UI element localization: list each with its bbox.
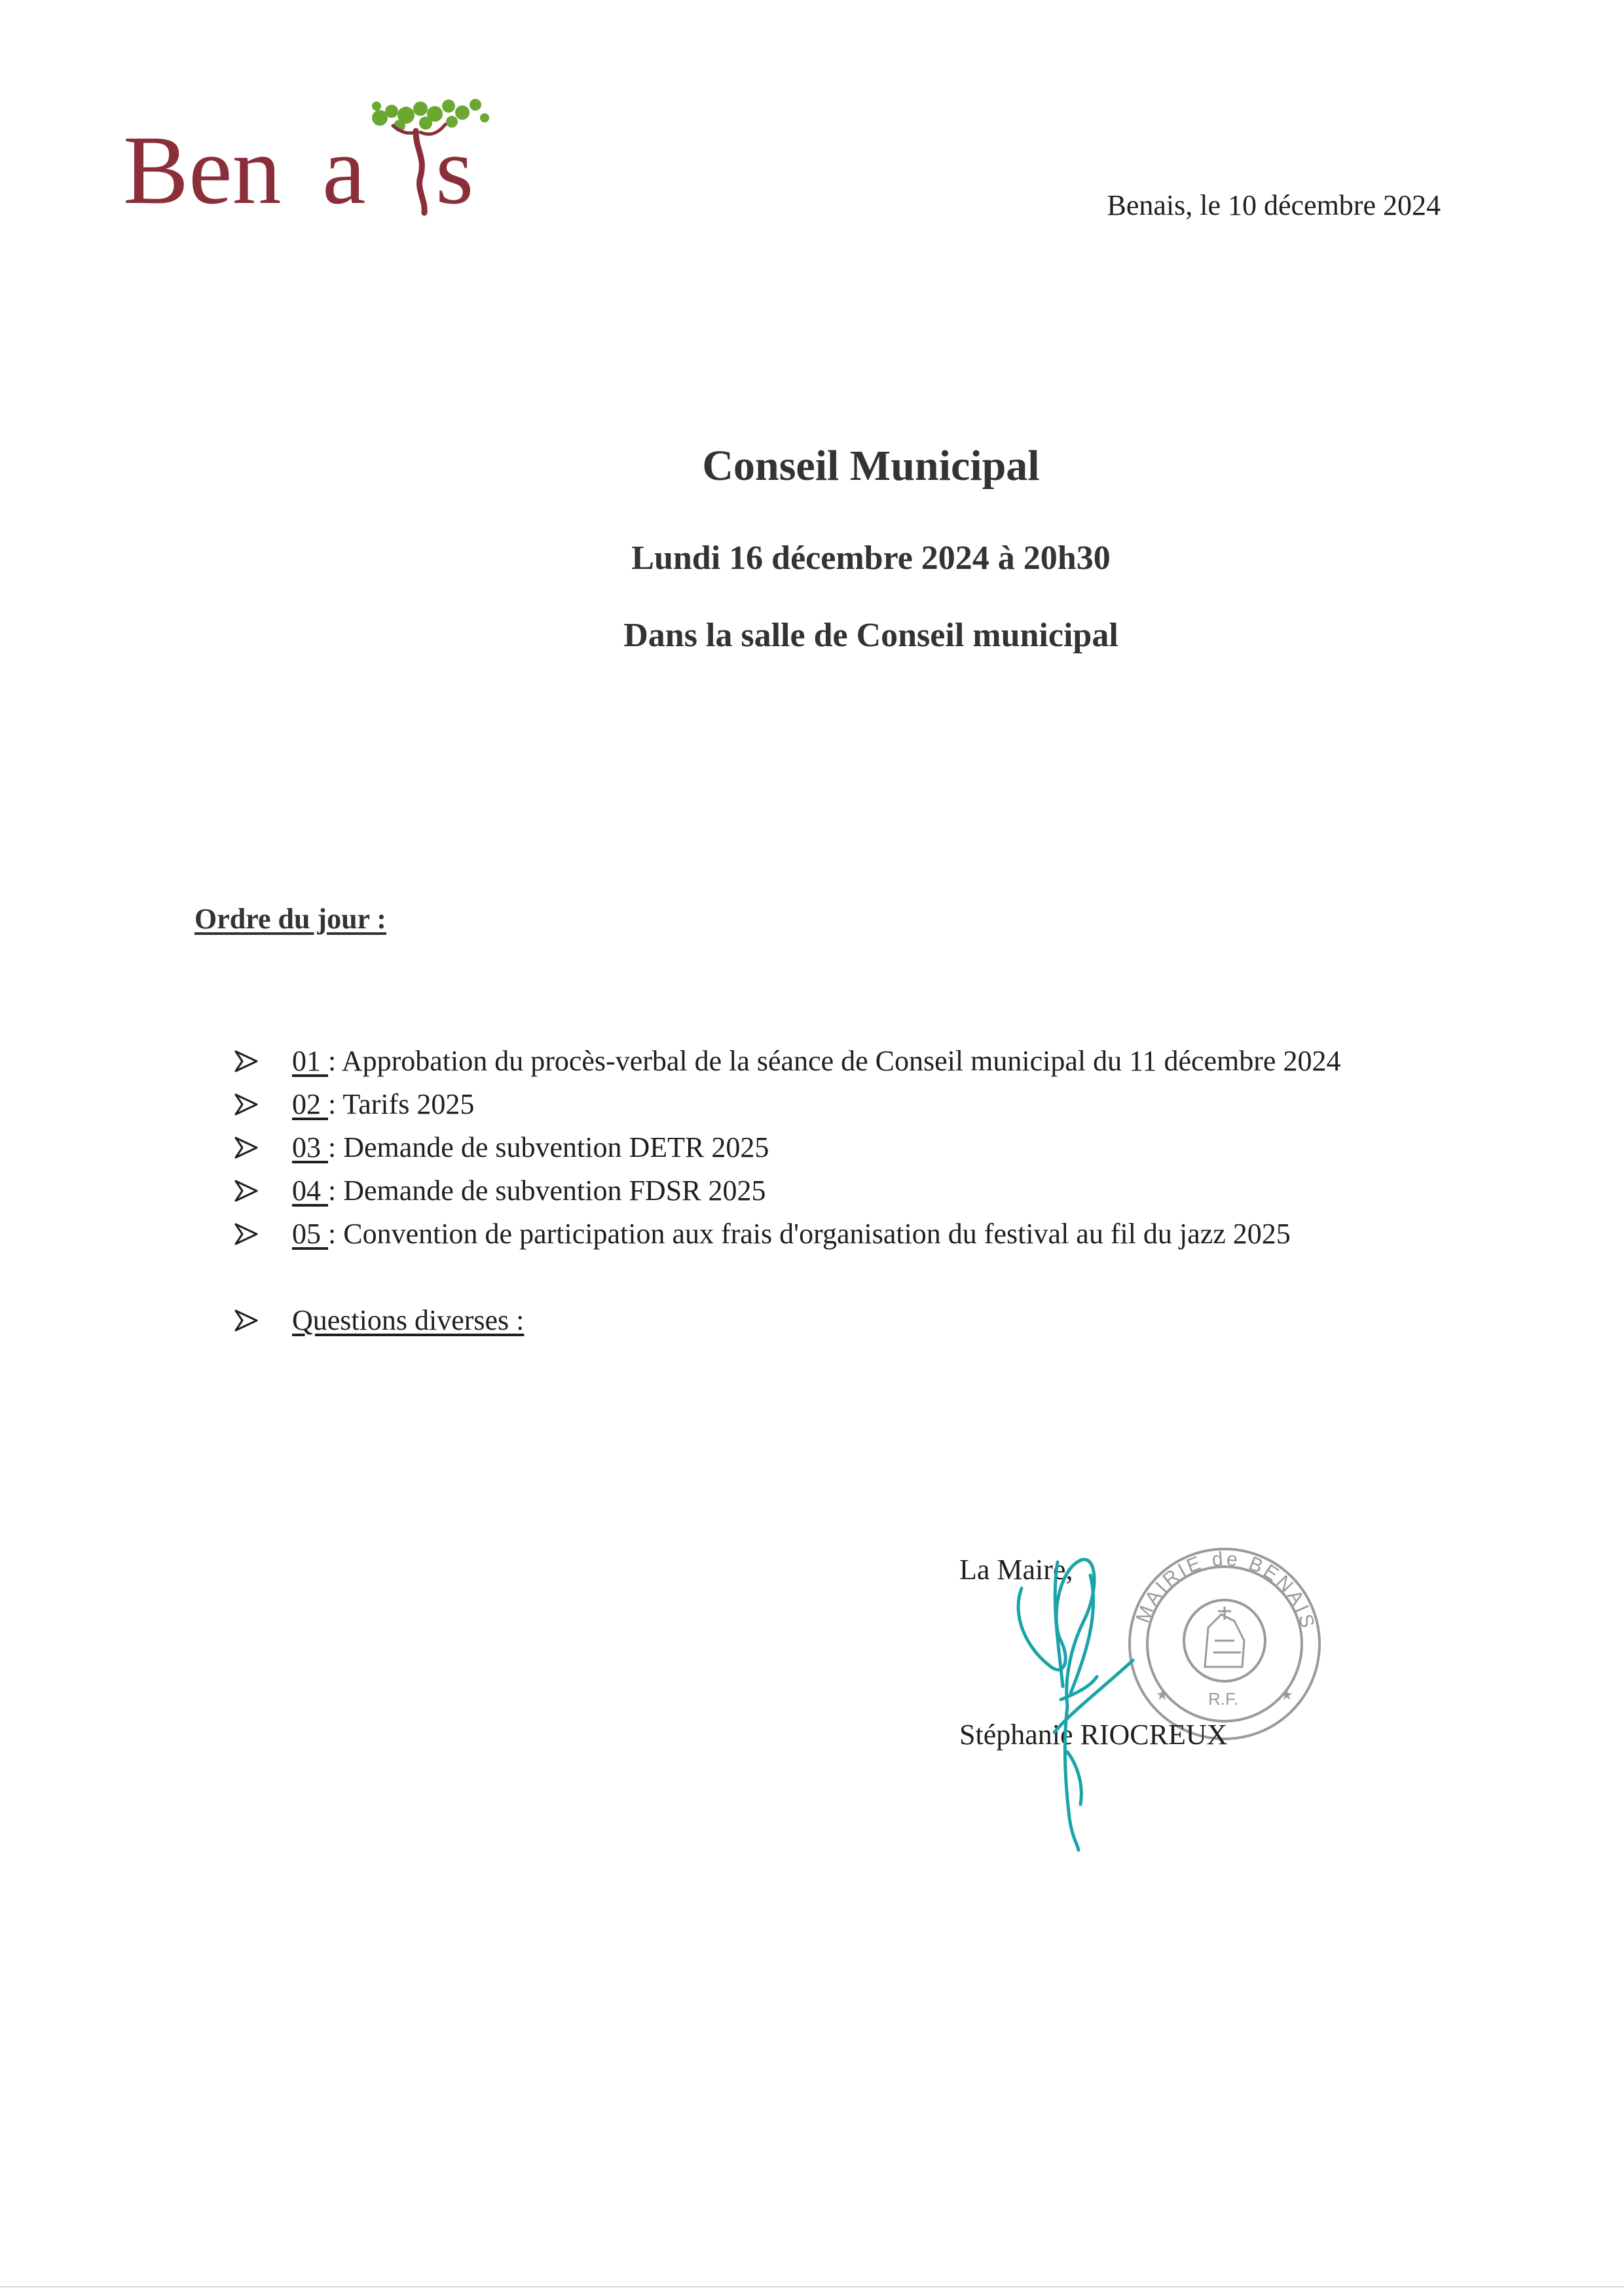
signatory-name: Stéphanie RIOCREUX: [959, 1719, 1228, 1751]
agenda-item: [229, 1040, 1460, 1083]
agenda-item-text: : Convention de participation aux frais d'organisation du festival au fil du jazz 2025: [328, 1218, 1291, 1250]
arrowhead-bullet-icon: [234, 1180, 258, 1202]
arrowhead-bullet-icon: [234, 1137, 258, 1159]
meeting-datetime: Lundi 16 décembre 2024 à 20h30: [631, 539, 1111, 577]
agenda-item-number: 04: [292, 1175, 321, 1207]
svg-text:★: ★: [1156, 1686, 1169, 1703]
page-bottom-edge: [0, 2286, 1624, 2287]
vine-trunk-icon: [416, 131, 424, 213]
svg-text:★: ★: [1280, 1686, 1293, 1703]
agenda-item-number: 01: [292, 1045, 321, 1077]
arrowhead-bullet-icon: [234, 1093, 258, 1116]
handwritten-signature-graphic: [986, 1536, 1143, 1857]
handwritten-signature: [986, 1536, 1143, 1857]
svg-text:MAIRIE de BENAIS: MAIRIE de BENAIS: [1132, 1548, 1320, 1633]
benais-logo: [118, 92, 524, 236]
svg-text:a: a: [322, 116, 366, 225]
agenda-item: [229, 1083, 1460, 1126]
agenda-item-text: : Tarifs 2025: [328, 1088, 475, 1120]
agenda-item: [229, 1212, 1460, 1256]
agenda-item-number: 02: [292, 1088, 321, 1120]
agenda-item-number: 03: [292, 1131, 321, 1163]
agenda-item: [229, 1126, 1460, 1169]
benais-logo-graphic: [118, 92, 524, 236]
official-seal-icon: [1116, 1542, 1333, 1745]
agenda-list: [229, 1040, 1460, 1342]
arrowhead-bullet-icon: [234, 1309, 258, 1332]
arrowhead-bullet-icon: [234, 1223, 258, 1245]
agenda-heading: Ordre du jour :: [194, 903, 386, 935]
arrowhead-bullet-icon: [234, 1050, 258, 1072]
signature-block: [959, 1542, 1418, 1857]
town-hall-stamp: [1116, 1542, 1333, 1745]
agenda-item-text: : Demande de subvention DETR 2025: [328, 1131, 769, 1163]
document-date: Benais, le 10 décembre 2024: [1107, 189, 1441, 221]
questions-diverses-label: Questions diverses :: [292, 1304, 525, 1336]
agenda-item: [229, 1169, 1460, 1212]
agenda-item-text: : Demande de subvention FDSR 2025: [328, 1175, 766, 1207]
agenda-item-text: : Approbation du procès-verbal de la séance de Conseil municipal du 11 décembre 2024: [328, 1045, 1341, 1077]
agenda-item-number: 05: [292, 1218, 321, 1250]
signatory-role: La Maire,: [959, 1554, 1073, 1586]
svg-text:s: s: [435, 116, 474, 225]
meeting-location: Dans la salle de Conseil municipal: [623, 617, 1118, 654]
svg-text:R.F.: R.F.: [1208, 1689, 1239, 1709]
meeting-title: Conseil Municipal: [702, 442, 1040, 490]
questions-diverses: [229, 1299, 1460, 1342]
svg-text:Ben: Ben: [123, 116, 282, 225]
